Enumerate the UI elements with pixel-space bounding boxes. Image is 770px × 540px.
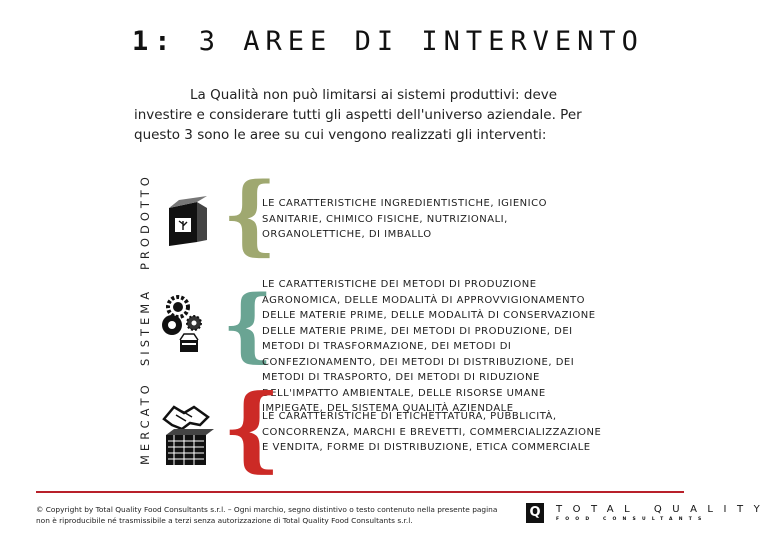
company-logo bbox=[526, 503, 770, 525]
product-box-icon bbox=[163, 194, 213, 246]
area-description-mercato: LE CARATTERISTICHE DI ETICHETTATURA, PUBBLICITÀ, CONCORRENZA, MARCHI E BREVETTI, COMMERCIALIZZAZIONE E VENDITA, FORME DI DISTRIBUZIONE, ETICA COMMERCIALE bbox=[262, 411, 602, 453]
area-label-prodotto: PRODOTTO bbox=[138, 173, 152, 270]
area-description-prodotto: LE CARATTERISTICHE INGREDIENTISTICHE, IGIENICO SANITARIE, CHIMICO FISICHE, NUTRIZIONALI, ORGANOLETTICHE, DI IMBALLO bbox=[262, 198, 547, 240]
title-number: 1: bbox=[132, 26, 177, 57]
footer-divider bbox=[36, 491, 684, 493]
intro-paragraph: La Qualità non può limitarsi ai sistemi produttivi: deve investire e considerare tutti gli aspetti dell'universo aziendale. Per questo 3 sono le aree su cui vengono realizzati gli interventi: bbox=[134, 87, 582, 143]
area-description-sistema: LE CARATTERISTICHE DEI METODI DI PRODUZIONE AGRONOMICA, DELLE MODALITÀ DI APPROVVIGIONAMENTO DELLE MATERIE PRIME, DELLE MODALITÀ DI CONSERVAZIONE DELLE MATERIE PRIME, DEI METODI DI PRODUZIONE, DEI METODI DI TRASFORMAZIONE, DEI METODI DI CONFEZIONAMENTO, DEI METODI DI DISTRIBUZIONE, DEI METODI DI TRASPORTO, DEI METODI DI RIDUZIONE DELL'IMPATTO AMBIENTALE, DELLE RISORSE UMANE IMPIEGATE, DEL SISTEMA QUALITÀ AZIENDALE bbox=[262, 279, 596, 414]
area-label-sistema: SISTEMA bbox=[138, 287, 152, 366]
brace-mercato: { bbox=[222, 374, 282, 482]
brace-prodotto: { bbox=[222, 164, 278, 265]
title-text: 3 AREE DI INTERVENTO bbox=[198, 26, 644, 57]
area-label-mercato: MERCATO bbox=[138, 381, 152, 465]
gears-icon bbox=[156, 292, 212, 356]
logo-q-mark: Q bbox=[526, 503, 544, 523]
handshake-icon bbox=[160, 401, 214, 469]
logo-name: TOTAL QUALITY bbox=[556, 504, 770, 515]
brace-sistema: { bbox=[222, 277, 274, 371]
logo-subtitle: FOOD CONSULTANTS bbox=[556, 517, 708, 522]
footer-copyright: © Copyright by Total Quality Food Consultants s.r.l. – Ogni marchio, segno distintivo o testo contenuto nella presente pagina non è riproducibile né trasmissibile a terzi senza autorizzazione di Total Quality Food Consultants s.r.l. bbox=[36, 505, 498, 525]
page-title bbox=[132, 26, 644, 57]
